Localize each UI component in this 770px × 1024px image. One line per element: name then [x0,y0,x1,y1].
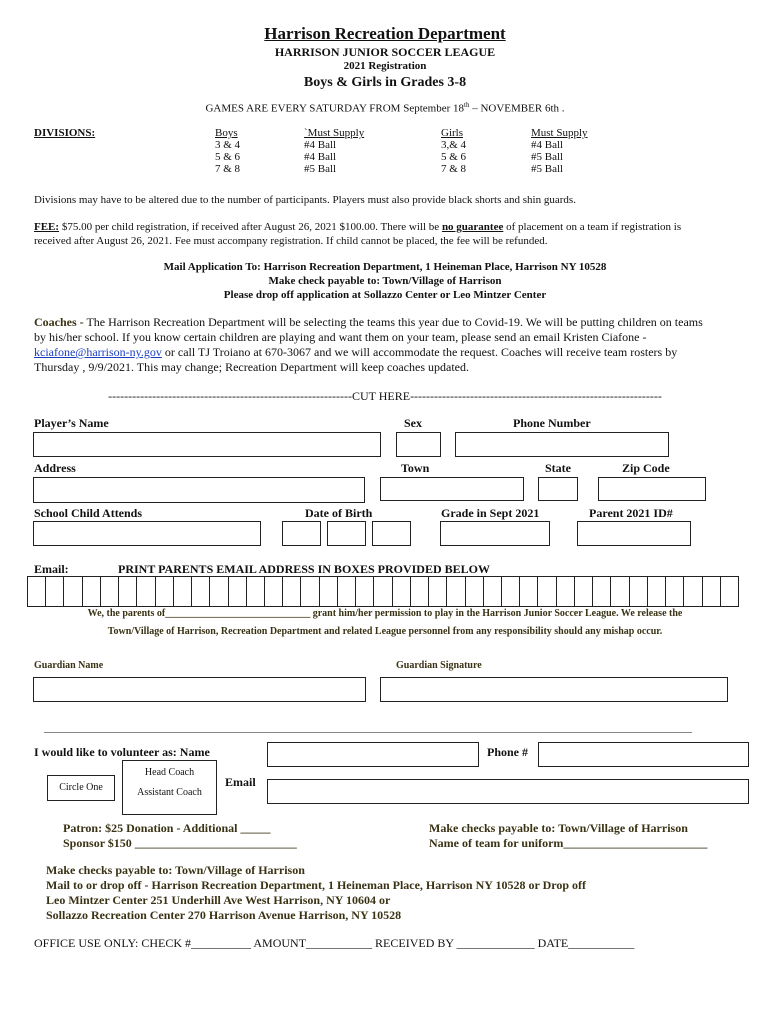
sponsor-donation: Sponsor $150 ___________________________ [63,836,297,850]
email-char-box[interactable] [683,576,702,607]
guardian-signature-label: Guardian Signature [396,660,482,671]
email-char-box[interactable] [282,576,301,607]
volunteer-label: I would like to volunteer as: Name [34,745,210,759]
email-char-box[interactable] [720,576,739,607]
footer-checks-payable: Make checks payable to: Town/Village of Harrison [46,863,305,877]
permission-line-2: Town/Village of Harrison, Recreation Department and related League personnel from any responsibility should any mishap occur. [107,626,663,637]
volunteer-email-label: Email [225,775,256,789]
section-divider: ____________________________________________________________________________________________________________ [44,720,692,734]
email-char-box[interactable] [300,576,319,607]
email-instruction: PRINT PARENTS EMAIL ADDRESS IN BOXES PROVIDED BELOW [118,562,490,576]
email-char-box[interactable] [519,576,538,607]
volunteer-email-field[interactable] [267,779,749,804]
girls-supply-column: Must Supply #4 Ball #5 Ball #5 Ball [531,127,588,175]
email-char-box[interactable] [556,576,575,607]
town-field[interactable] [380,477,524,501]
coaches-line-4: Thursday , 9/9/2021. This may change; Recreation Department will keep coaches updated. [34,360,469,374]
office-use-line: OFFICE USE ONLY: CHECK #__________ AMOUNT___________ RECEIVED BY _____________ DATE___________ [34,936,635,950]
patron-donation: Patron: $25 Donation - Additional _____ [63,821,271,835]
email-char-box[interactable] [428,576,447,607]
address-field[interactable] [33,477,365,503]
league-name: HARRISON JUNIOR SOCCER LEAGUE [274,45,496,59]
email-char-box[interactable] [501,576,520,607]
volunteer-phone-field[interactable] [538,742,749,767]
email-char-box[interactable] [209,576,228,607]
drop-off-locations: Please drop off application at Sollazzo Center or Leo Mintzer Center [223,289,547,301]
email-char-box[interactable] [537,576,556,607]
games-schedule: GAMES ARE EVERY SATURDAY FROM September 18th – NOVEMBER 6th . [205,101,565,115]
circle-one-label: Circle One [59,782,103,793]
guardian-signature-field[interactable] [380,677,728,702]
head-coach-option[interactable]: Head Coach [144,767,195,778]
email-char-box[interactable] [246,576,265,607]
email-char-box[interactable] [191,576,210,607]
footer-mail-to: Mail to or drop off - Harrison Recreation Department, 1 Heineman Place, Harrison NY 10528 or Drop off [46,878,587,892]
dob-label: Date of Birth [305,506,373,520]
state-label: State [545,461,571,475]
sex-label: Sex [404,416,422,430]
email-char-box[interactable] [337,576,356,607]
grade-field[interactable] [440,521,550,546]
email-char-box[interactable] [592,576,611,607]
email-char-box[interactable] [483,576,502,607]
town-label: Town [401,461,430,475]
email-char-box[interactable] [228,576,247,607]
email-char-box[interactable] [373,576,392,607]
email-char-box[interactable] [82,576,101,607]
circle-one-box [47,775,115,801]
email-char-box[interactable] [118,576,137,607]
registration-year: 2021 Registration [343,60,427,72]
volunteer-phone-label: Phone # [487,745,529,759]
assistant-coach-option[interactable]: Assistant Coach [137,787,202,798]
phone-number-label: Phone Number [513,416,591,430]
parent-id-label: Parent 2021 ID# [589,506,673,520]
coach-email-link[interactable]: kciafone@harrison-ny.gov [34,345,162,359]
email-char-box[interactable] [392,576,411,607]
grades-subtitle: Boys & Girls in Grades 3-8 [303,75,467,90]
divisions-label: DIVISIONS: [34,127,96,139]
boys-supply-column: `Must Supply #4 Ball #4 Ball #5 Ball [304,127,365,175]
volunteer-name-field[interactable] [267,742,479,767]
state-field[interactable] [538,477,578,501]
sex-field[interactable] [396,432,441,457]
dob-day-field[interactable] [327,521,366,546]
coach-role-box[interactable] [122,760,217,815]
team-uniform-name: Name of team for uniform________________________ [429,836,708,850]
dob-year-field[interactable] [372,521,411,546]
email-char-box[interactable] [647,576,666,607]
mail-application: Mail Application To: Harrison Recreation Department, 1 Heineman Place, Harrison NY 10528 [163,261,607,273]
check-payable: Make check payable to: Town/Village of Harrison [268,275,502,287]
grade-label: Grade in Sept 2021 [441,506,540,520]
school-label: School Child Attends [34,506,143,520]
page-title: Harrison Recreation Department [264,24,506,43]
donation-check-payable: Make checks payable to: Town/Village of Harrison [429,821,688,835]
zip-code-label: Zip Code [622,461,670,475]
address-label: Address [34,461,76,475]
email-char-box[interactable] [155,576,174,607]
boys-column: Boys 3 & 4 5 & 6 7 & 8 [215,127,241,175]
email-char-box[interactable] [136,576,155,607]
email-char-box[interactable] [27,576,46,607]
email-char-box[interactable] [173,576,192,607]
footer-sollazzo-center: Sollazzo Recreation Center 270 Harrison Avenue Harrison, NY 10528 [46,908,402,922]
email-char-box[interactable] [465,576,484,607]
girls-column: Girls 3,& 4 5 & 6 7 & 8 [441,127,467,175]
guardian-name-label: Guardian Name [34,660,104,671]
coaches-line-3: kciafone@harrison-ny.gov or call TJ Troiano at 670-3067 and we will accommodate the request. Coaches will receive team rosters by [34,345,678,359]
email-char-box[interactable] [629,576,648,607]
divisions-note: Divisions may have to be altered due to the number of participants. Players must also provide black shorts and shin guards. [34,194,576,206]
email-box-grid[interactable] [27,576,738,607]
email-char-box[interactable] [264,576,283,607]
player-name-label: Player’s Name [34,416,109,430]
coaches-line-2: by his/her school. If you know certain children are playing and want them on your team, please send an email Kristen Ciafone - [34,330,647,344]
fee-line-2: received after August 26, 2021. Fee must accompany registration. If child cannot be placed, the fee will be refunded. [34,235,548,247]
email-label: Email: [34,562,69,576]
email-char-box[interactable] [446,576,465,607]
fee-line-1: FEE: $75.00 per child registration, if received after August 26, 2021 $100.00. There will be no guarantee of placement on a team if registration is [34,221,682,233]
email-char-box[interactable] [355,576,374,607]
email-char-box[interactable] [63,576,82,607]
phone-number-field[interactable] [455,432,669,457]
email-char-box[interactable] [610,576,629,607]
email-char-box[interactable] [45,576,64,607]
email-char-box[interactable] [319,576,338,607]
guardian-name-field[interactable] [33,677,366,702]
email-char-box[interactable] [665,576,684,607]
zip-code-field[interactable] [598,477,706,501]
school-field[interactable] [33,521,261,546]
permission-line-1: We, the parents of_____________________________ grant him/her permission to play in the Harrison Junior Soccer League. We release the [87,608,683,619]
footer-mintzer-center: Leo Mintzer Center 251 Underhill Ave West Harrison, NY 10604 or [46,893,391,907]
parent-id-field[interactable] [577,521,691,546]
player-name-field[interactable] [33,432,381,457]
email-char-box[interactable] [574,576,593,607]
email-char-box[interactable] [702,576,721,607]
coaches-line-1: Coaches - The Harrison Recreation Department will be selecting the teams this year due to Covid-19. We will be putting children on teams [34,315,703,329]
dob-month-field[interactable] [282,521,321,546]
email-char-box[interactable] [100,576,119,607]
cut-here-line: -------------------------------------------------------------CUT HERE--------------------------------------------------------------- [108,389,662,403]
email-char-box[interactable] [410,576,429,607]
